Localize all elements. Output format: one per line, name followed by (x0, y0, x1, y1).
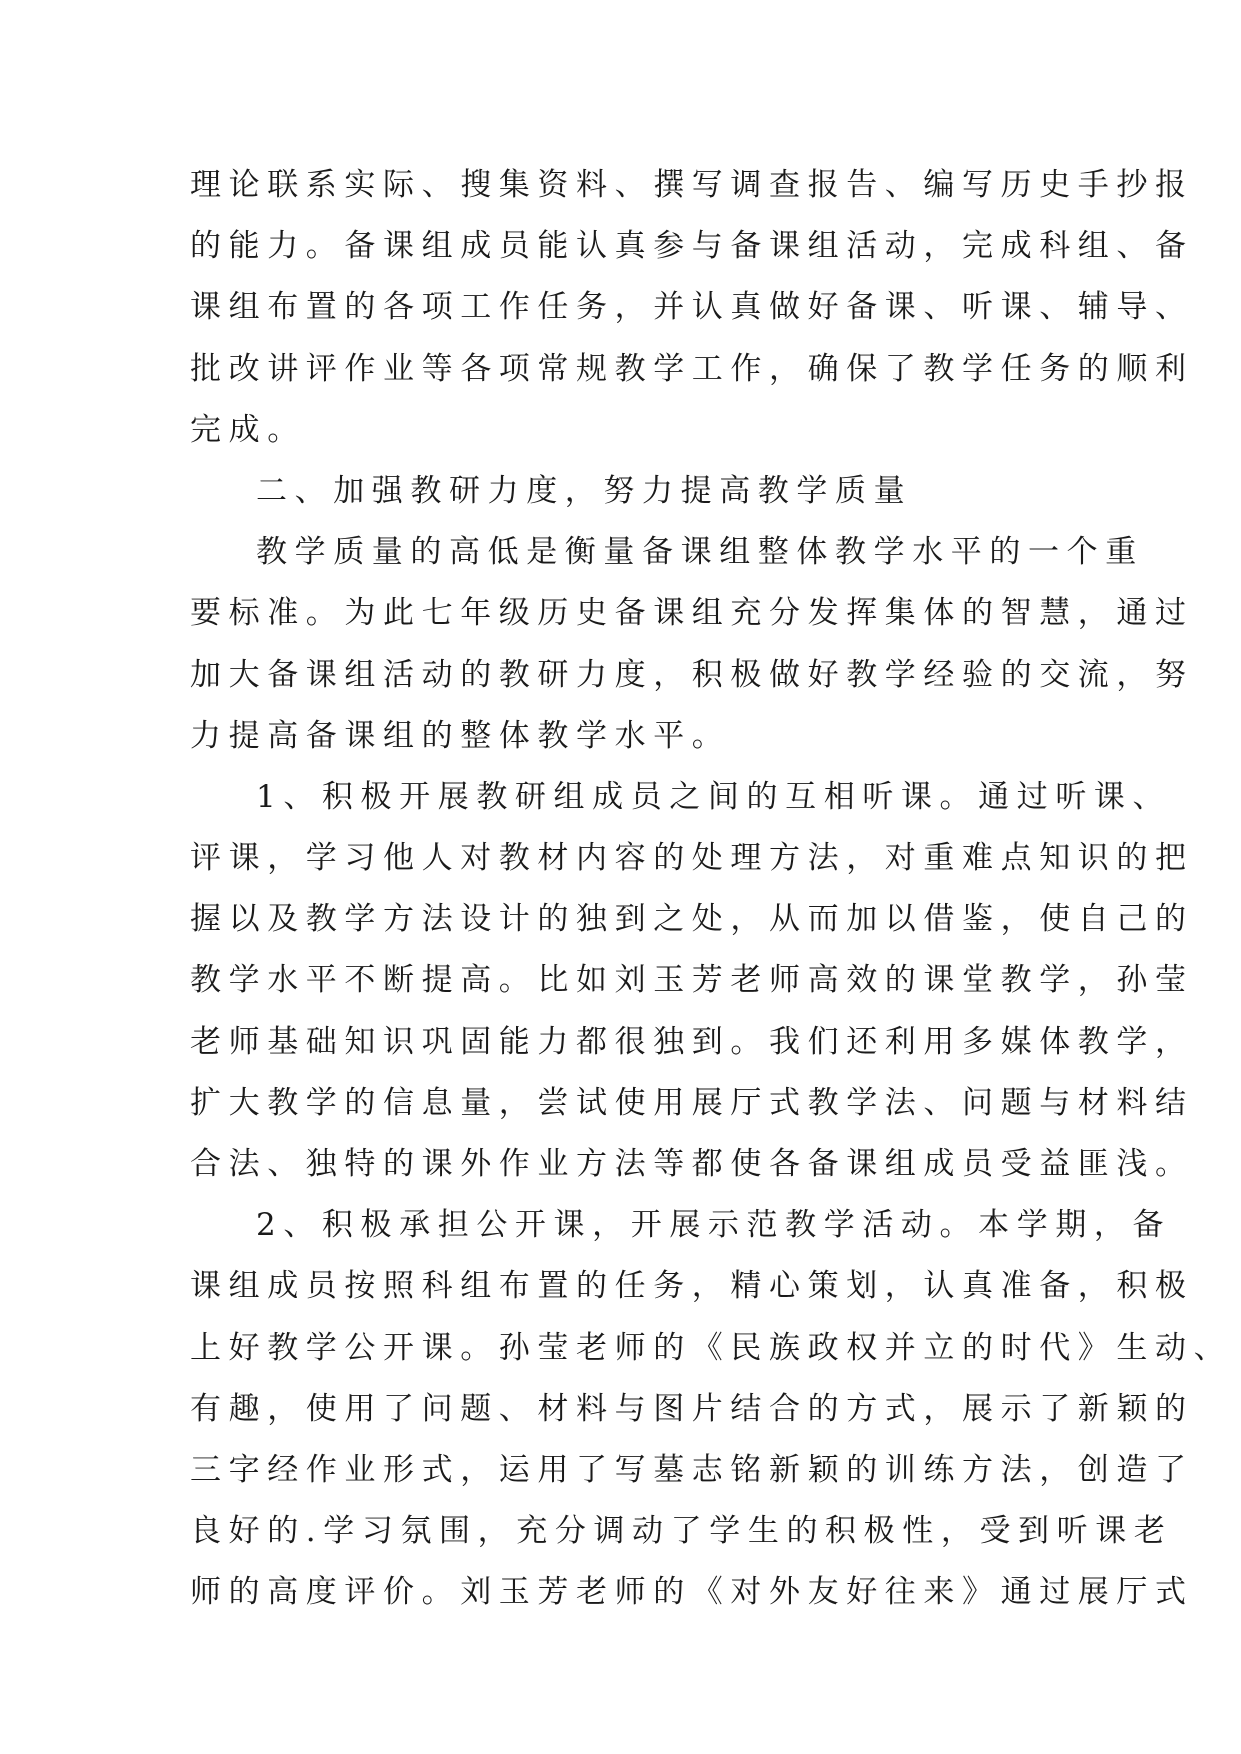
section-heading: 二、加强教研力度，努力提高教学质量 (256, 472, 913, 509)
text-line: 课组布置的各项工作任务，并认真做好备课、听课、辅导、 (190, 289, 1194, 326)
body-text (190, 155, 1233, 1624)
text-line: 良好的.学习氛围，充分调动了学生的积极性，受到听课老 (190, 1513, 1173, 1550)
text-line: 力提高备课组的整体教学水平。 (190, 717, 731, 754)
text-line: 有趣，使用了问题、材料与图片结合的方式，展示了新颖的 (190, 1390, 1194, 1427)
paragraph-first-line: 1、积极开展教研组成员之间的互相听课。通过听课、 (256, 778, 1172, 815)
text-line: 课组成员按照科组布置的任务，精心策划，认真准备，积极 (190, 1268, 1194, 1305)
text-line: 上好教学公开课。孙莹老师的《民族政权并立的时代》生动、 (190, 1329, 1233, 1366)
text-line: 扩大教学的信息量，尝试使用展厅式教学法、问题与材料结 (190, 1084, 1194, 1121)
text-line: 的能力。备课组成员能认真参与备课组活动，完成科组、备 (190, 228, 1194, 265)
text-line: 完成。 (190, 411, 306, 448)
text-line: 握以及教学方法设计的独到之处，从而加以借鉴，使自己的 (190, 901, 1194, 938)
text-line: 评课，学习他人对教材内容的处理方法，对重难点知识的把 (190, 840, 1194, 877)
paragraph-first-line: 2、积极承担公开课，开展示范教学活动。本学期，备 (256, 1207, 1172, 1244)
text-line: 理论联系实际、搜集资料、撰写调查报告、编写历史手抄报 (190, 167, 1194, 203)
text-line: 合法、独特的课外作业方法等都使各备课组成员受益匪浅。 (190, 1146, 1194, 1182)
text-line: 三字经作业形式，运用了写墓志铭新颖的训练方法，创造了 (190, 1451, 1194, 1488)
text-line: 加大备课组活动的教研力度，积极做好教学经验的交流，努 (190, 656, 1194, 693)
text-line: 老师基础知识巩固能力都很独到。我们还利用多媒体教学， (190, 1023, 1194, 1060)
text-line: 要标准。为此七年级历史备课组充分发挥集体的智慧，通过 (190, 595, 1194, 632)
text-line: 教学水平不断提高。比如刘玉芳老师高效的课堂教学，孙莹 (190, 962, 1194, 999)
text-line: 批改讲评作业等各项常规教学工作，确保了教学任务的顺利 (190, 350, 1194, 387)
text-line: 师的高度评价。刘玉芳老师的《对外友好往来》通过展厅式 (190, 1574, 1194, 1611)
paragraph-first-line: 教学质量的高低是衡量备课组整体教学水平的一个重 (256, 534, 1144, 571)
